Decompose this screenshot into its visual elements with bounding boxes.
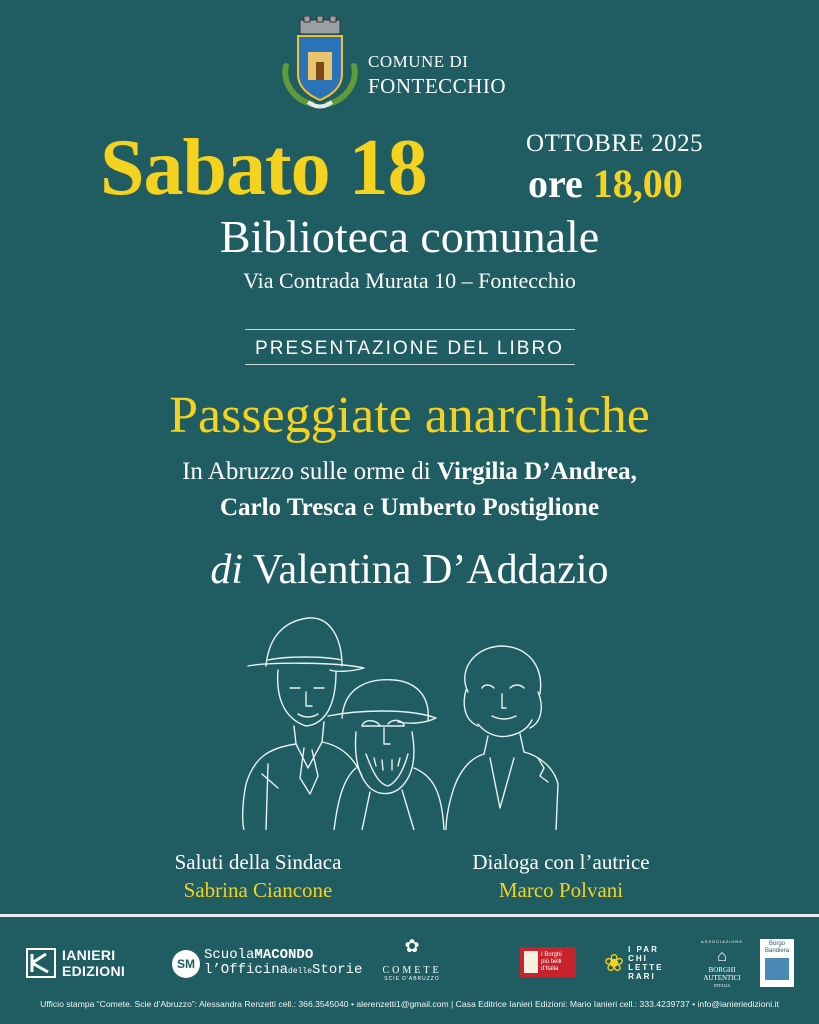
book-subtitle xyxy=(0,454,819,526)
scuola-macondo-logo xyxy=(172,948,362,979)
parchi-line-1: I PAR xyxy=(628,945,659,954)
comete-mark-icon: ✿ xyxy=(404,936,420,956)
autentici-line-2: AUTENTICI xyxy=(703,974,741,982)
subtitle-intro: In Abruzzo sulle orme di xyxy=(182,458,431,485)
borghi-line-2: più belli xyxy=(541,958,562,965)
ianieri-logo xyxy=(26,947,125,979)
comete-logo xyxy=(376,937,448,982)
autentici-assoc: ASSOCIAZIONE xyxy=(700,939,743,944)
subtitle-name-1: Virgilia D’Andrea, xyxy=(436,458,637,485)
macondo-scuola: Scuola xyxy=(204,947,255,963)
macondo-officina: l’Officina xyxy=(204,962,289,978)
macondo-delle: delle xyxy=(288,967,313,976)
macondo-badge: SM xyxy=(172,950,200,978)
greeting-mayor-name: Sabrina Ciancone xyxy=(183,878,333,902)
subtitle-conj: e xyxy=(362,494,375,521)
borghi-autentici-logo xyxy=(696,939,748,990)
macondo-line-2 xyxy=(204,963,362,979)
divider-bottom xyxy=(245,364,575,365)
bandiera-line-2: Bandiera xyxy=(764,948,790,954)
event-venue: Biblioteca comunale xyxy=(219,211,600,262)
book-author xyxy=(0,540,819,600)
parchi-letterari-logo xyxy=(604,945,663,981)
comune-line-2: FONTECCHIO xyxy=(368,74,507,98)
tree-icon: ❀ xyxy=(604,949,625,977)
borgo-bandiera-logo xyxy=(760,939,794,987)
event-address: Via Contrada Murata 10 – Fontecchio xyxy=(243,268,576,293)
author-prefix: di xyxy=(210,547,244,593)
borghi-piu-belli-logo xyxy=(520,947,576,977)
book-subtitle-line-1 xyxy=(0,454,819,490)
macondo-storie: Storie xyxy=(312,962,363,978)
greeting-moderator xyxy=(442,848,680,904)
greeting-mayor-role: Saluti della Sindaca xyxy=(174,850,342,874)
event-time xyxy=(528,160,683,207)
comete-sub: SCIE D'ABRUZZO xyxy=(384,976,440,982)
macondo-macondo: MACONDO xyxy=(254,947,314,963)
footer-credits: Ufficio stampa “Comete. Scie d’Abruzzo”: Alessandra Renzetti cell.: 366.3545040 • alerenzetti1@gmail.com | Casa Editrice Ianieri Edizioni: Mario Ianieri cell.: 333.4239737 • info@ianieriedizioni.it xyxy=(40,999,779,1009)
bandiera-line-1: Borgo xyxy=(768,941,785,947)
greeting-moderator-name: Marco Polvani xyxy=(498,878,624,902)
greeting-mayor xyxy=(140,848,376,904)
borghi-line-3: d’Italia xyxy=(541,965,559,972)
autentici-line-3: D'ITALIA xyxy=(713,983,731,988)
author-name: Valentina D’Addazio xyxy=(252,547,609,593)
ianieri-line-2: EDIZIONI xyxy=(62,963,126,979)
comune-crest-icon xyxy=(278,16,362,112)
ianieri-line-1: IANIERI xyxy=(62,947,116,963)
subtitle-name-2: Carlo Tresca xyxy=(219,494,357,521)
event-time-prefix: ore xyxy=(528,161,583,206)
comete-name: COMETE xyxy=(382,965,442,976)
parchi-line-2: CHI xyxy=(628,954,648,963)
comune-line-1: COMUNE DI xyxy=(368,52,469,71)
book-subtitle-line-2 xyxy=(0,490,819,526)
mountain-icon xyxy=(765,958,789,980)
subtitle-name-3: Umberto Postiglione xyxy=(380,494,600,521)
castle-icon xyxy=(524,951,538,973)
greeting-moderator-role: Dialoga con l’autrice xyxy=(472,850,650,874)
footer xyxy=(0,917,819,1024)
divider-top xyxy=(245,329,575,330)
autentici-line-1: BORGHI xyxy=(708,966,736,974)
parchi-line-4: RARI xyxy=(628,972,656,981)
event-day: Sabato 18 xyxy=(100,124,427,212)
house-icon: ⌂ xyxy=(717,948,727,965)
presentation-label: PRESENTAZIONE DEL LIBRO xyxy=(255,338,564,359)
event-month-year: OTTOBRE 2025 xyxy=(526,130,704,157)
event-time-value: 18,00 xyxy=(592,161,683,206)
borghi-line-1: I Borghi xyxy=(541,951,562,958)
book-title: Passeggiate anarchiche xyxy=(169,387,650,444)
macondo-line-1 xyxy=(204,948,362,963)
portraits-illustration-icon xyxy=(238,608,578,830)
ianieri-mark-icon xyxy=(26,948,56,978)
parchi-line-3: LETTE xyxy=(628,963,664,972)
comune-name xyxy=(368,50,506,98)
